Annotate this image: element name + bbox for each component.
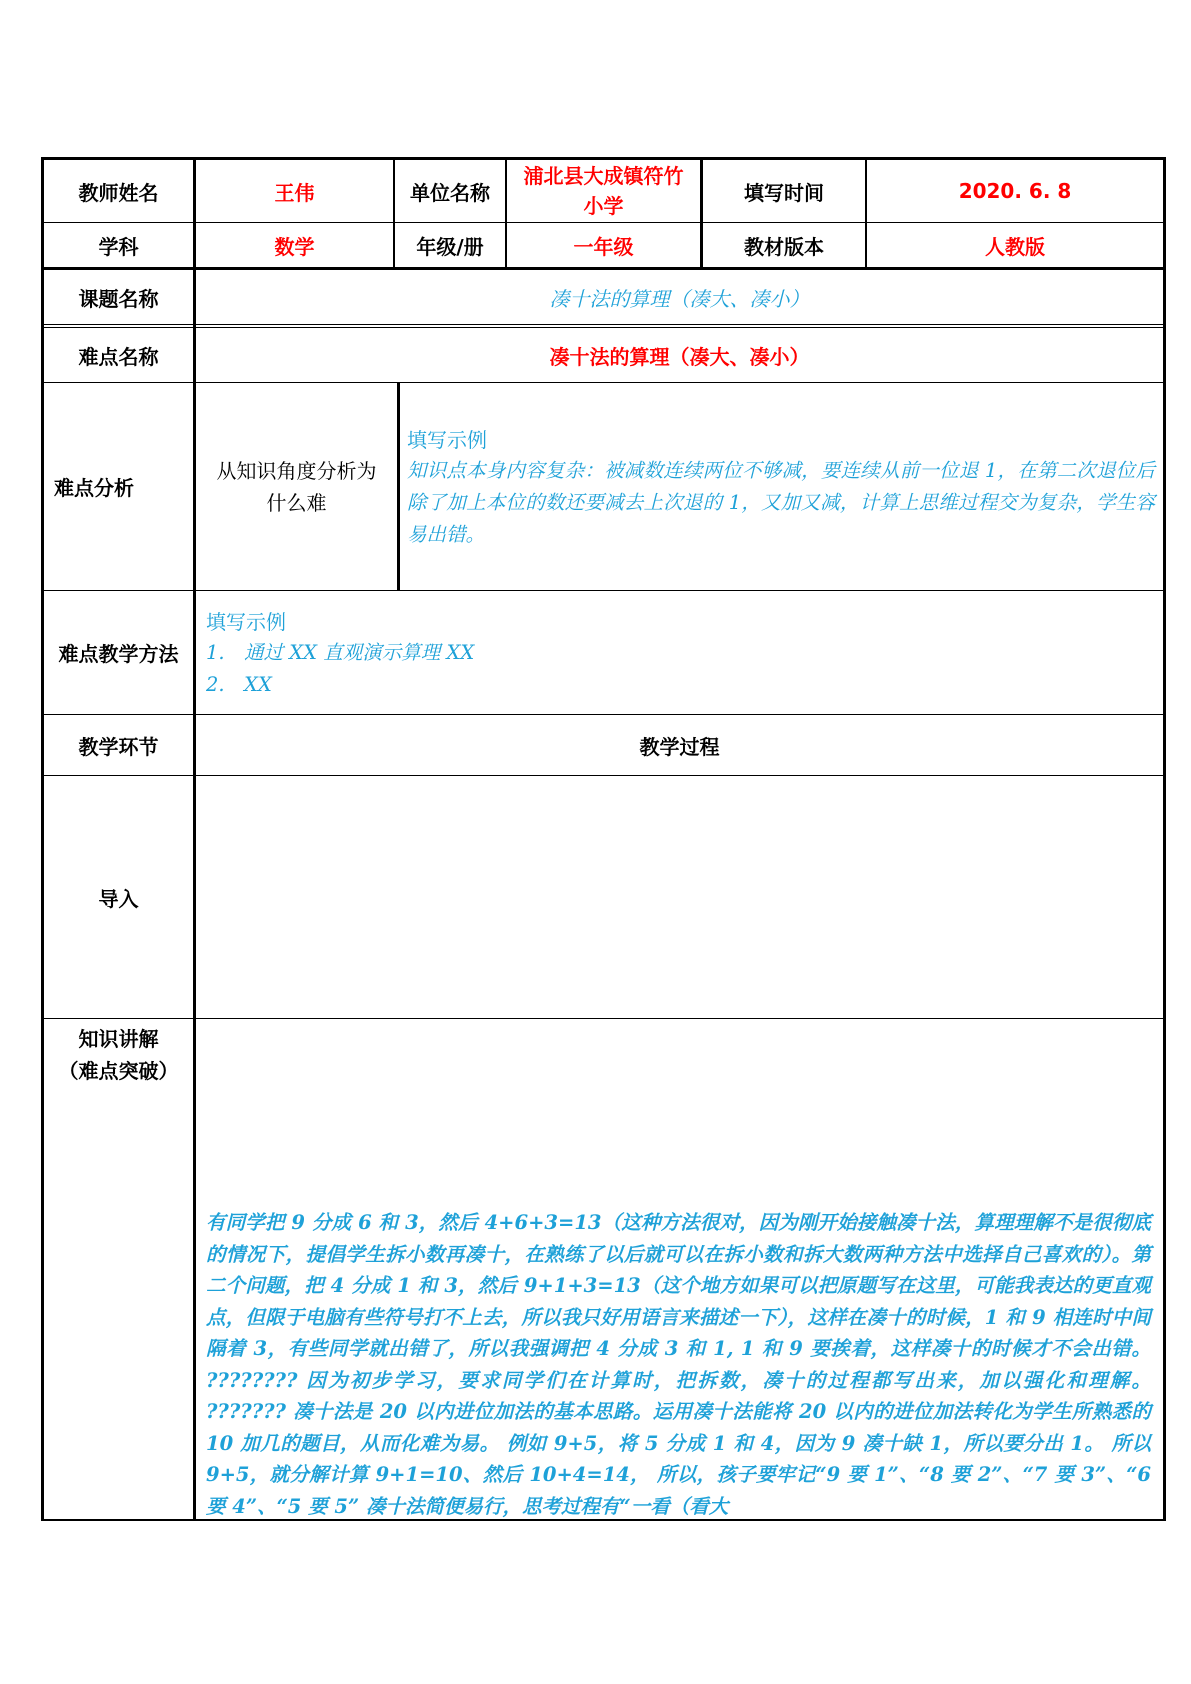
teacher-name-label: 教师姓名: [78, 180, 159, 205]
table-border-bottom: [41, 1519, 1166, 1521]
method-label: 难点教学方法: [58, 642, 179, 666]
date-value: 2020. 6. 8: [958, 179, 1072, 203]
table-border-right: [1163, 157, 1166, 1521]
method-example-title: 填写示例: [206, 610, 286, 634]
analysis-sub-label-line1: 从知识角度分析为: [216, 458, 377, 483]
analysis-example-text: 知识点本身内容复杂：被减数连续两位不够减，要连续从前一位退 1，在第二次退位后除了加上本位的数还要减去上次退的 1，又加又减，计算上思维过程交为复杂，学生容易出错。: [407, 459, 1155, 546]
edition-label: 教材版本: [744, 234, 824, 259]
process-title: 教学过程: [639, 734, 720, 759]
subject-label: 学科: [98, 234, 139, 259]
table-rule: [41, 590, 1166, 591]
intro-content: [196, 776, 1163, 1018]
analysis-example-title: 填写示例: [407, 428, 487, 452]
unit-name-value-line2: 小学: [583, 194, 624, 218]
date-label: 填写时间: [744, 180, 824, 205]
difficulty-label: 难点名称: [78, 344, 159, 369]
unit-name-value: [507, 160, 700, 222]
topic-value: 凑十法的算理（凑大、凑小）: [549, 286, 810, 311]
edition-value: 人教版: [985, 234, 1045, 259]
explain-content: [196, 1019, 1163, 1519]
topic-label: 课题名称: [78, 286, 159, 311]
intro-label: 导入: [98, 886, 139, 911]
difficulty-value: 凑十法的算理（凑大、凑小）: [549, 344, 810, 369]
subject-value: 数学: [274, 234, 315, 259]
method-example: [206, 607, 1146, 701]
explain-text: 有同学把 9 分成 6 和 3，然后 4+6+3=13（这种方法很对，因为刚开始接触凑十法，算理理解不是很彻底的情况下，提倡学生拆小数再凑十，在熟练了以后就可以在拆小数和拆大数两种方法中选择自己喜欢的）。第二个问题，把 4 分成 1 和 3，然后 9+1+3=13（这个地方如果可以把原题写在这里，可能我表达的更直观点，但限于电脑有些符号打不上去，所以我只好用语言来描述一下），这样在凑十的时候，1 和 9 相连时中间隔着 3，有些同学就出错了，所以我强调把 4 分成 3 和 1, 1 和 9 要挨着，这样凑十的时候才不会出错。 ???????? 因为初步学习，要求同学们在计算时，把拆数，凑十的过程都写出来，加以强化和理解。 ??????? 凑十法是 20 以内进位加法的基本思路。运用凑十法能将 20 以内的进位加法转化为学生所熟悉的 10 加几的题目，从而化难为易。 例如 9+5，将 5 分成 1 和 4，因为 9 凑十缺 1，所以要分出 1。 所以 9+5，就分解计算 9+1=10、然后 10+4=14， 所以，孩子要牢记“9 要 1”、“8 要 2”、“7 要 3”、“6 要 4”、“5 要 5” 凑十法简便易行，思考过程有“一看（看大: [206, 1211, 1151, 1518]
process-label: 教学环节: [78, 734, 159, 759]
table-col-rule: [397, 382, 400, 591]
unit-name-value-line1: 浦北县大成镇符竹: [523, 164, 684, 188]
unit-name-label: 单位名称: [410, 180, 490, 205]
analysis-sub-label-line2: 什么难: [266, 490, 327, 515]
grade-label: 年级/册: [416, 234, 484, 259]
table-rule: [41, 324, 1166, 325]
explain-label: [44, 1019, 193, 1089]
teacher-name-value: 王伟: [274, 180, 315, 205]
method-item: 2. XX: [206, 673, 272, 696]
method-item: 1. 通过 XX 直观演示算理 XX: [206, 641, 475, 664]
analysis-label: 难点分析: [54, 476, 134, 500]
explain-label-line2: （难点突破）: [58, 1059, 179, 1083]
explain-label-line1: 知识讲解: [78, 1027, 159, 1051]
grade-value: 一年级: [573, 234, 634, 259]
analysis-sub-label: [196, 383, 397, 590]
analysis-example: [407, 425, 1155, 551]
